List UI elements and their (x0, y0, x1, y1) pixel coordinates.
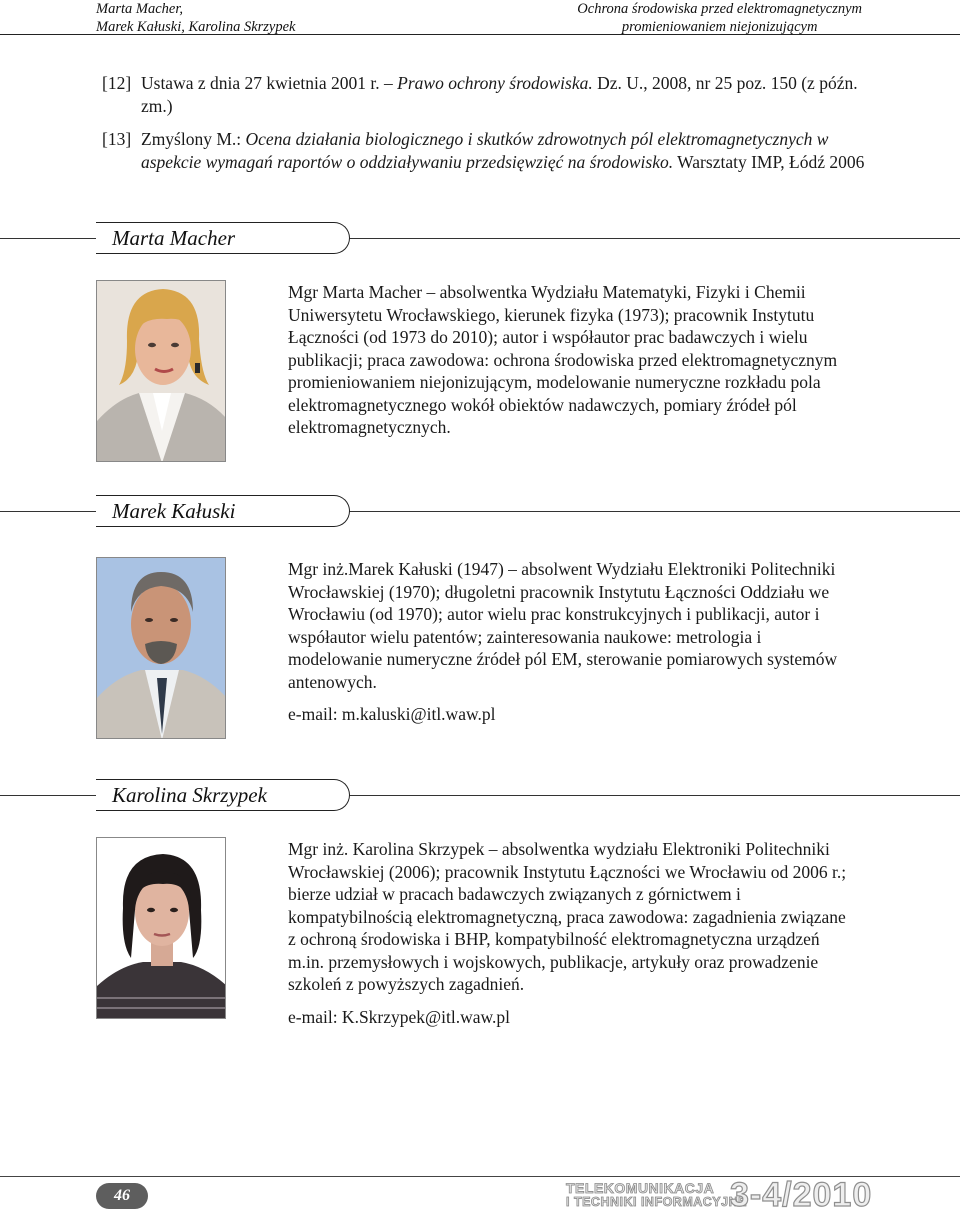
author-name-tab (96, 222, 350, 254)
reference-number: [13] (102, 129, 132, 149)
author-name-tab (96, 779, 350, 811)
portrait-woman-dark-hair (97, 838, 226, 1019)
author-bio (288, 558, 848, 726)
bio-text: Mgr Marta Macher – absolwentka Wydziału Matematyki, Fizyki i Chemii Uniwersytetu Wrocławskiego, kierunek fizyka (1973); pracownik Instytutu Łączności (od 1973 do 2010); autor i współautor prac badawczych i wielu publikacji; praca zawodowa: ochrona środowiska przed elektromagnetycznym promieniowaniem niejonizującym, modelowanie numeryczne rozkładu pola elektromagnetycznego wokół obiektów nadawczych, pomiary źródeł pól elektromagnetycznych. (288, 282, 838, 437)
reference-text (102, 128, 882, 174)
reference-authors: Zmyślony M.: (141, 129, 246, 149)
bio-text: Mgr inż. Karolina Skrzypek – absolwentka wydziału Elektroniki Politechniki Wrocławskiej (2006); pracownik Instytutu Łączności we Wrocławiu od 2006 r.; bierze udział w pracach badawczych związanych z górnictwem i kompatybilnością elektromagnetyczną, praca zawodowa: zagadnienia związane z ochroną środowiska i BHP, kompatybilność elektromagnetyczna urządzeń m.in. przemysłowych i wojskowych, publikacje, artykuły oraz prowadzenie szkoleń z powyższych zagadnień. (288, 839, 847, 994)
header-author-line-2: Marek Kałuski, Karolina Skrzypek (96, 19, 296, 35)
author-email: e-mail: K.Skrzypek@itl.waw.pl (288, 1006, 511, 1027)
reference-title: Ocena działania biologicznego i skutków zdrowotnych pól elektromagnetycznych w aspekcie wymagań raportów o oddziaływaniu przedsięwzięć na środowisko. (141, 129, 829, 172)
author-name: Marta Macher (112, 226, 236, 250)
author-bio (288, 838, 848, 1028)
reference-13 (102, 128, 882, 174)
journal-name (566, 1181, 747, 1209)
issue-number: 3-4/2010 (730, 1176, 873, 1214)
portrait-man-grey (97, 558, 226, 739)
reference-authors: Ustawa z dnia 27 kwietnia 2001 r. – (141, 73, 398, 93)
header-rule (0, 34, 960, 35)
reference-source: Dz. U., 2008, nr 25 poz. 150 (z późn. zm.) (141, 73, 858, 116)
bio-text: Mgr inż.Marek Kałuski (1947) – absolwent Wydziału Elektroniki Politechniki Wrocławskiej (1970); długoletni pracownik Instytutu Łączności Oddziału we Wrocławiu (od 1970); autor wielu prac konstrukcyjnych i publikacji, autor i współautor wielu patentów; zainteresowania naukowe: metrologia i modelowanie numeryczne źródeł pól EM, sterowanie pomiarowych systemów antenowych. (288, 559, 838, 692)
author-name-tab (96, 495, 350, 527)
header-title-line-2: promieniowaniem niejonizującym (621, 19, 818, 35)
running-header-authors (96, 0, 295, 36)
reference-12 (102, 72, 882, 118)
running-header-title (577, 0, 862, 36)
reference-source: Warsztaty IMP, Łódź 2006 (673, 152, 865, 172)
reference-number: [12] (102, 73, 132, 93)
header-title-line-1: Ochrona środowiska przed elektromagnetycznym (577, 1, 862, 17)
author-email: e-mail: m.kaluski@itl.waw.pl (288, 704, 496, 724)
reference-text (102, 72, 882, 118)
author-photo (96, 557, 226, 739)
journal-name-line-1: TELEKOMUNIKACJA (566, 1180, 715, 1196)
portrait-woman-blonde (97, 281, 226, 462)
journal-name-line-2: I TECHNIKI INFORMACYJNE (566, 1195, 747, 1209)
author-photo (96, 837, 226, 1019)
author-bio (288, 281, 848, 439)
author-photo (96, 280, 226, 462)
author-name: Marek Kałuski (112, 499, 236, 523)
page-number: 46 (96, 1183, 148, 1209)
author-name: Karolina Skrzypek (112, 783, 267, 807)
header-author-line-1: Marta Macher, (96, 1, 183, 17)
reference-title: Prawo ochrony środowiska. (397, 73, 593, 93)
